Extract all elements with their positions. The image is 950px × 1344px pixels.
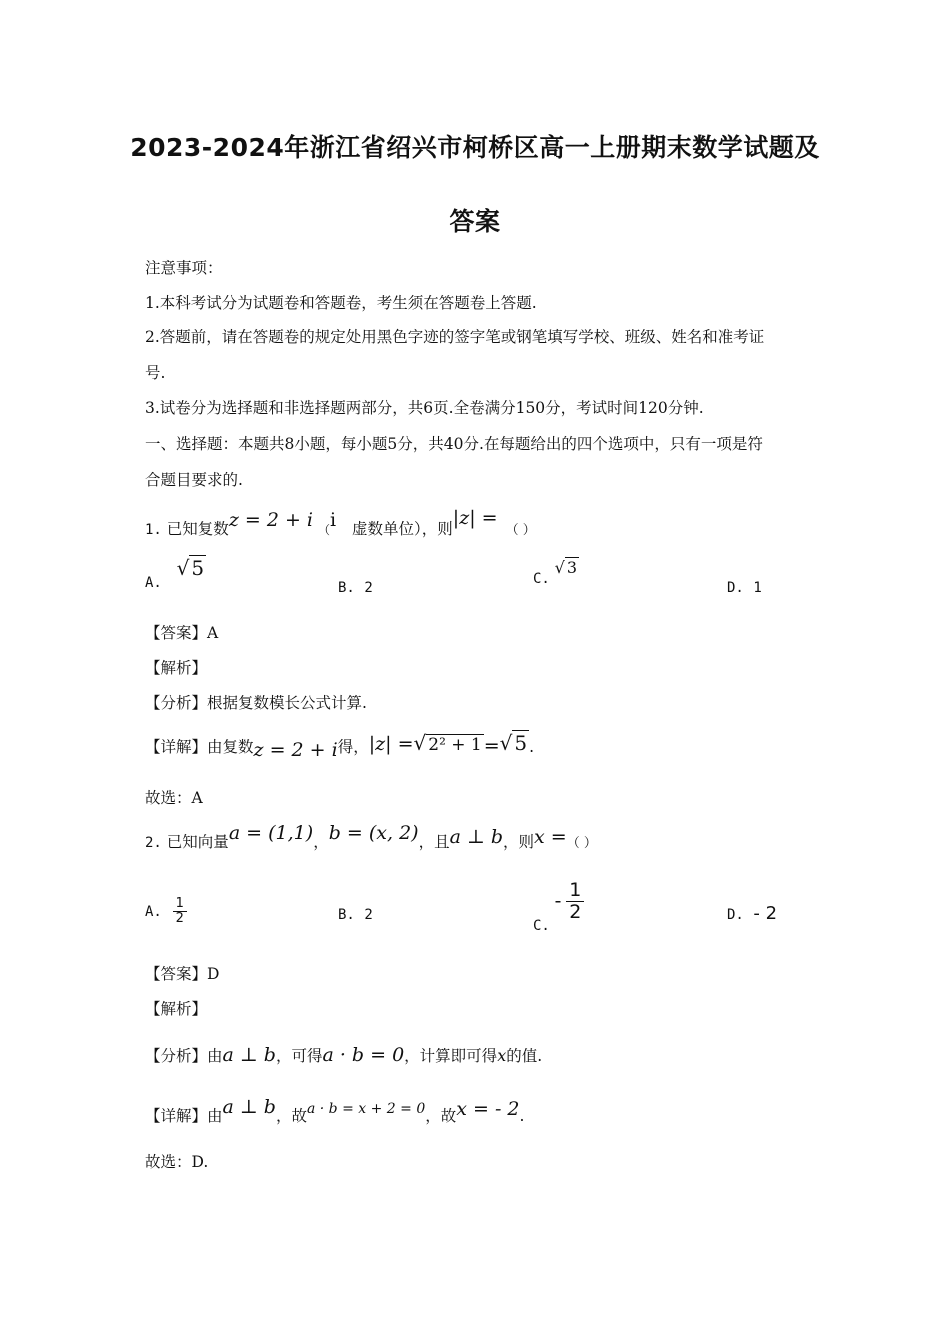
section-intro-cont: 合题目要求的. [145, 471, 243, 489]
choose-2: 故选：D. [145, 1153, 209, 1171]
option-label: D. [727, 580, 744, 596]
numerator: 1 [173, 897, 187, 912]
math-variable: x [497, 1046, 507, 1065]
math-expression: x = [534, 826, 567, 848]
question-number: 2. [145, 835, 162, 851]
option-value: - 2 [753, 903, 778, 924]
fraction [566, 880, 584, 923]
math-expression: z = 2 + i [228, 509, 313, 531]
document-title-line2: 答案 [449, 207, 501, 236]
question-2 [145, 822, 597, 859]
analysis-text: 【分析】由 [145, 1047, 223, 1065]
note-item-3: 3.试卷分为选择题和非选择题两部分，共6页.全卷满分150分，考试时间120分钟. [145, 399, 704, 417]
option-d [727, 578, 762, 596]
period: . [519, 1107, 525, 1125]
question-text: 已知向量 [166, 833, 229, 851]
period: . [529, 738, 535, 756]
question-text: 已知复数 [166, 520, 229, 538]
detail-text: ，故 [425, 1107, 457, 1125]
fraction [173, 897, 187, 927]
detail-1 [145, 730, 534, 762]
note-item-2-cont: 号. [145, 364, 166, 382]
option-b [338, 905, 373, 923]
sqrt-expression: √ 2² + 1 [413, 731, 482, 755]
option-b [338, 578, 373, 596]
imaginary-unit: i [329, 509, 337, 531]
solution-heading-1: 【解析】 [145, 659, 208, 677]
option-label: D. [727, 907, 744, 923]
option-value: 1 [753, 580, 762, 596]
option-label: A. [145, 903, 162, 920]
option-label: B. [338, 580, 355, 596]
document-title-line1: 2023-2024年浙江省绍兴市柯桥区高一上册期末数学试题及 [130, 133, 820, 162]
choose-1: 故选：A [145, 789, 203, 807]
option-label: C. [533, 571, 550, 587]
option-a [145, 556, 206, 592]
math-expression: a ⊥ b [222, 1044, 276, 1066]
math-expression: x = - 2 [456, 1098, 520, 1120]
detail-text: 【详解】由复数 [145, 738, 254, 756]
analysis-text: ，可得 [275, 1047, 323, 1065]
answer-blank: （ ） [566, 836, 597, 851]
question-text: ，且 [418, 833, 450, 851]
option-label: A. [145, 575, 162, 591]
detail-text: 得， [337, 738, 369, 756]
option-d [727, 903, 777, 924]
question-number: 1. [145, 522, 162, 538]
note-item-1: 1.本科考试分为试题卷和答题卷，考生须在答题卷上答题. [145, 294, 537, 312]
section-intro: 一、选择题：本题共8小题，每小题5分，共40分.在每题给出的四个选项中，只有一项是符 [145, 435, 763, 453]
note-item-2: 2.答题前，请在答题卷的规定处用黑色字迹的签字笔或钢笔填写学校、班级、姓名和准考证 [145, 328, 765, 346]
numerator: 1 [566, 880, 584, 902]
analysis-1: 【分析】根据复数模长公式计算. [145, 694, 367, 712]
equals-sign: = [483, 735, 500, 757]
answer-blank: （ ） [505, 523, 536, 538]
math-expression: a = (1,1) [228, 822, 314, 844]
radicand: 5 [191, 556, 205, 580]
option-value: 2 [364, 580, 373, 596]
math-expression: |z| = [368, 733, 414, 755]
math-expression: |z| = [452, 507, 498, 529]
detail-text: 【详解】由 [145, 1107, 223, 1125]
option-a [145, 897, 187, 927]
option-c [533, 879, 584, 935]
detail-2 [145, 1096, 525, 1132]
math-expression: a · b = x + 2 = 0 [306, 1101, 426, 1117]
math-expression: a ⊥ b [449, 826, 504, 848]
option-label: B. [338, 907, 355, 923]
option-c [533, 558, 579, 587]
solution-heading-2: 【解析】 [145, 1000, 208, 1018]
math-expression: b = (x, 2) [328, 822, 419, 844]
punctuation: ， [313, 833, 329, 851]
sqrt-value: √ 3 [554, 558, 578, 577]
radicand: 3 [566, 558, 578, 577]
question-text: ，则 [503, 833, 535, 851]
option-label: C. [533, 918, 550, 935]
analysis-text: 的值. [506, 1047, 543, 1065]
math-expression: a · b = 0 [322, 1044, 405, 1066]
analysis-2 [145, 1042, 542, 1069]
question-1 [145, 507, 536, 546]
analysis-text: ，计算即可得 [404, 1047, 498, 1065]
minus-sign: - [554, 888, 562, 913]
radicand: 5 [514, 731, 528, 755]
question-text: 虚数单位），则 [352, 520, 453, 538]
answer-1: 【答案】A [145, 624, 219, 642]
option-value: 2 [364, 907, 373, 923]
sqrt-value: √ 5 [176, 556, 205, 580]
math-expression: z = 2 + i [253, 739, 338, 761]
answer-2: 【答案】D [145, 965, 220, 983]
denominator: 2 [569, 900, 582, 923]
notes-heading: 注意事项： [145, 259, 223, 277]
radicand: 2² + 1 [428, 735, 482, 755]
detail-text: ，故 [275, 1107, 307, 1125]
sqrt-expression: √ 5 [499, 731, 528, 755]
paren: （ [317, 523, 330, 537]
denominator: 2 [175, 911, 184, 927]
math-expression: a ⊥ b [222, 1096, 276, 1118]
